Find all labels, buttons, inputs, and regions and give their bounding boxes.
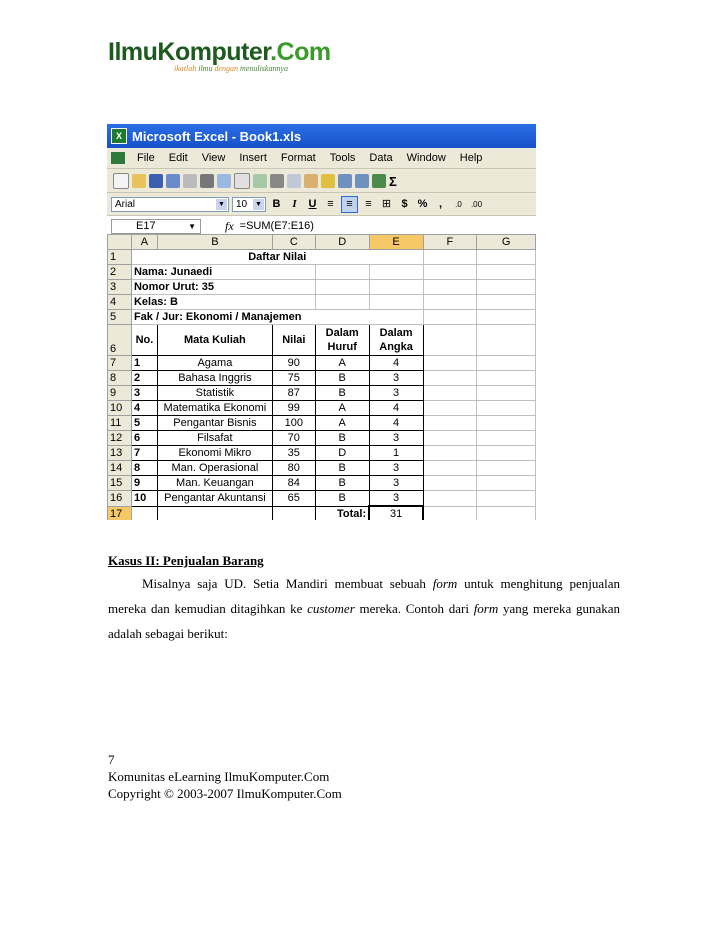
cell-angka[interactable]: 3 [369,491,423,507]
cell[interactable] [477,446,536,461]
table-row [108,431,536,446]
currency-icon[interactable]: $ [401,197,408,210]
cell-no[interactable]: 7 [131,446,157,461]
cell-no[interactable]: 4 [131,401,157,416]
header-dalam-angka[interactable]: Dalam Angka [369,325,423,356]
sheet-title-cell[interactable]: Daftar Nilai [131,250,423,265]
print-icon[interactable] [200,174,214,188]
logo-tagline: ikatlah ilmu dengan menuliskannya [174,64,289,73]
cell[interactable] [423,461,477,476]
percent-icon[interactable]: % [417,197,428,210]
row-header[interactable]: 11 [108,416,132,431]
row-header[interactable]: 16 [108,491,132,507]
header-dalam-huruf[interactable]: Dalam Huruf [315,325,369,356]
column-header-d[interactable]: D [315,235,369,250]
font-size-select[interactable]: 10 ▼ [232,197,266,212]
column-header-e[interactable]: E [369,235,423,250]
total-label-cell[interactable]: Total: [315,506,369,520]
cell[interactable] [157,506,272,520]
spelling-icon[interactable] [234,173,250,189]
table-row [108,310,536,325]
cell-nilai[interactable]: 70 [272,431,315,446]
cell-huruf[interactable]: B [315,476,369,491]
row-header[interactable]: 14 [108,461,132,476]
cell-mata-kuliah[interactable]: Statistik [157,386,272,401]
cell[interactable] [315,265,369,280]
workbook-icon[interactable] [111,152,125,164]
column-header-c[interactable]: C [272,235,315,250]
menu-edit[interactable]: Edit [168,152,188,164]
table-row [108,356,536,371]
cell-nilai[interactable]: 80 [272,461,315,476]
page-number: 7 [108,752,115,767]
table-header-row [108,325,536,356]
row-header[interactable]: 5 [108,310,132,325]
bold-icon[interactable]: B [272,197,281,210]
cell-angka[interactable]: 3 [369,461,423,476]
cell[interactable] [477,265,536,280]
cell[interactable] [477,386,536,401]
table-row [108,386,536,401]
cell[interactable] [423,295,477,310]
table-row [108,446,536,461]
total-row [108,506,536,520]
row-header[interactable]: 17 [108,506,132,520]
excel-screenshot [107,124,536,520]
cell[interactable] [477,250,536,265]
excel-titlebar [107,124,536,148]
row-header[interactable]: 8 [108,371,132,386]
cell-angka[interactable]: 3 [369,431,423,446]
footer-community: Komunitas eLearning IlmuKomputer.Com [108,769,330,784]
table-row [108,371,536,386]
new-icon[interactable] [113,173,129,189]
cell-mata-kuliah[interactable]: Pengantar Bisnis [157,416,272,431]
email-icon[interactable] [183,174,197,188]
cell-angka[interactable]: 1 [369,446,423,461]
cell-huruf[interactable]: A [315,401,369,416]
nomor-urut-cell[interactable]: Nomor Urut: 35 [131,280,315,295]
cell-mata-kuliah[interactable]: Matematika Ekonomi [157,401,272,416]
cell[interactable] [477,295,536,310]
cell-huruf[interactable]: B [315,386,369,401]
chevron-down-icon: ▼ [216,199,227,210]
window-title: Microsoft Excel - Book1.xls [132,128,302,144]
excel-app-icon: X [111,128,127,144]
cell[interactable] [477,280,536,295]
nama-cell[interactable]: Nama: Junaedi [131,265,315,280]
cell-angka[interactable]: 3 [369,386,423,401]
cell[interactable] [477,506,536,520]
row-header[interactable]: 6 [108,325,132,356]
cell[interactable] [423,250,477,265]
cell-huruf[interactable]: B [315,431,369,446]
cell-angka[interactable]: 3 [369,371,423,386]
cell-angka[interactable]: 4 [369,401,423,416]
cell[interactable] [272,506,315,520]
menu-help[interactable]: Help [459,152,483,164]
redo-icon[interactable] [355,174,369,188]
print-preview-icon[interactable] [217,174,231,188]
cell-angka[interactable]: 4 [369,416,423,431]
table-row [108,416,536,431]
table-row [108,401,536,416]
font-name-select[interactable]: Arial ▼ [111,197,229,212]
menu-view[interactable]: View [201,152,226,164]
row-header[interactable]: 4 [108,295,132,310]
save-icon[interactable] [149,174,163,188]
cell[interactable] [423,401,477,416]
table-row [108,461,536,476]
cell-huruf[interactable]: B [315,461,369,476]
section-heading: Kasus II: Penjualan Barang [108,553,264,568]
cell-no[interactable]: 1 [131,356,157,371]
cell[interactable] [477,491,536,507]
site-logo [108,38,368,82]
merge-center-icon[interactable]: ⊞ [381,197,392,210]
cell-nilai[interactable]: 75 [272,371,315,386]
header-mata-kuliah[interactable]: Mata Kuliah [157,325,272,356]
worksheet-grid [107,234,536,520]
cell-nilai[interactable]: 35 [272,446,315,461]
chevron-down-icon: ▼ [253,199,264,210]
kelas-cell[interactable]: Kelas: B [131,295,315,310]
cell[interactable] [477,416,536,431]
menu-data[interactable]: Data [369,152,393,164]
cell[interactable] [315,295,369,310]
menu-format[interactable]: Format [280,152,316,164]
body-paragraph: Misalnya saja UD. Setia Mandiri membuat sebuah form untuk menghitung penjualan mereka dan kemudian ditagihkan ke customer mereka. Contoh dari form yang mereka gunakan adalah sebagai berikut: [108,576,621,641]
cell[interactable] [477,371,536,386]
row-header[interactable]: 10 [108,401,132,416]
standard-toolbar [107,169,536,193]
cell[interactable] [423,325,477,356]
cell[interactable] [423,446,477,461]
cell-no[interactable]: 6 [131,431,157,446]
cell-huruf[interactable]: B [315,371,369,386]
cell[interactable] [423,265,477,280]
italic-icon[interactable]: I [292,197,297,210]
menu-tools[interactable]: Tools [329,152,356,164]
align-right-icon[interactable]: ≡ [365,197,372,210]
cell[interactable] [423,371,477,386]
cell-no[interactable]: 10 [131,491,157,507]
table-row [108,295,536,310]
cell-huruf[interactable]: D [315,446,369,461]
cell-nilai[interactable]: 87 [272,386,315,401]
decrease-decimal-icon[interactable]: .00 [470,199,483,209]
cell-mata-kuliah[interactable]: Pengantar Akuntansi [157,491,272,507]
total-value-cell[interactable]: 31 [369,506,423,520]
cell-huruf[interactable]: A [315,416,369,431]
cell-mata-kuliah[interactable]: Man. Operasional [157,461,272,476]
cell-huruf[interactable]: A [315,356,369,371]
cell[interactable] [423,356,477,371]
cell-angka[interactable]: 4 [369,356,423,371]
table-row [108,280,536,295]
cell[interactable] [423,491,477,507]
menu-file[interactable]: File [137,152,155,164]
row-header[interactable]: 2 [108,265,132,280]
paste-icon[interactable] [304,174,318,188]
fx-icon[interactable]: fx [225,218,234,233]
cell-no[interactable]: 8 [131,461,157,476]
cell[interactable] [423,431,477,446]
increase-decimal-icon[interactable]: .0 [455,199,462,209]
cell-mata-kuliah[interactable]: Agama [157,356,272,371]
footer-copyright: Copyright © 2003-2007 IlmuKomputer.Com [108,786,342,801]
research-icon[interactable] [253,174,267,188]
cell[interactable] [315,280,369,295]
cell-angka[interactable]: 3 [369,476,423,491]
row-header[interactable]: 1 [108,250,132,265]
cell-nilai[interactable]: 99 [272,401,315,416]
table-row [108,265,536,280]
row-header[interactable]: 12 [108,431,132,446]
menu-bar [107,148,536,169]
cell-no[interactable]: 2 [131,371,157,386]
cell-nilai[interactable]: 100 [272,416,315,431]
logo-text: IlmuKomputer.Com [108,38,331,66]
cell-mata-kuliah[interactable]: Man. Keuangan [157,476,272,491]
name-box[interactable]: E17 ▼ [111,219,201,234]
column-header-row [108,235,536,250]
cell[interactable] [423,416,477,431]
row-header[interactable]: 15 [108,476,132,491]
fakultas-cell[interactable]: Fak / Jur: Ekonomi / Manajemen [131,310,423,325]
menu-insert[interactable]: Insert [239,152,267,164]
row-header[interactable]: 3 [108,280,132,295]
cell-mata-kuliah[interactable]: Filsafat [157,431,272,446]
undo-icon[interactable] [338,174,352,188]
comma-style-icon[interactable]: , [438,197,443,210]
select-all-corner[interactable] [108,235,132,250]
cell[interactable] [477,401,536,416]
row-header[interactable]: 7 [108,356,132,371]
cell-no[interactable]: 5 [131,416,157,431]
formatting-toolbar [107,193,536,216]
hyperlink-icon[interactable] [372,174,386,188]
table-row [108,491,536,507]
cell-no[interactable]: 3 [131,386,157,401]
header-nilai[interactable]: Nilai [272,325,315,356]
underline-icon[interactable]: U [308,197,317,210]
autosum-icon[interactable]: Σ [389,173,397,189]
cell[interactable] [369,295,423,310]
cell[interactable] [477,325,536,356]
copy-icon[interactable] [287,174,301,188]
cell[interactable] [423,280,477,295]
open-icon[interactable] [132,174,146,188]
header-no[interactable]: No. [131,325,157,356]
cell[interactable] [369,265,423,280]
cell[interactable] [423,506,477,520]
cut-icon[interactable] [270,174,284,188]
menu-window[interactable]: Window [406,152,446,164]
cell[interactable] [423,386,477,401]
cell[interactable] [131,506,157,520]
align-center-icon[interactable]: ≡ [341,196,358,213]
worksheet-table [107,234,536,520]
cell-mata-kuliah[interactable]: Ekonomi Mikro [157,446,272,461]
cell-no[interactable]: 9 [131,476,157,491]
cell-mata-kuliah[interactable]: Bahasa Inggris [157,371,272,386]
row-header[interactable]: 13 [108,446,132,461]
column-header-b[interactable]: B [157,235,272,250]
cell[interactable] [423,476,477,491]
table-row [108,250,536,265]
permission-icon[interactable] [166,174,180,188]
cell[interactable] [477,476,536,491]
cell[interactable] [477,461,536,476]
cell[interactable] [477,356,536,371]
cell-nilai[interactable]: 65 [272,491,315,507]
column-header-g[interactable]: G [477,235,536,250]
align-left-icon[interactable]: ≡ [327,197,334,210]
format-painter-icon[interactable] [321,174,335,188]
cell[interactable] [477,310,536,325]
cell[interactable] [369,280,423,295]
row-header[interactable]: 9 [108,386,132,401]
table-row [108,476,536,491]
column-header-f[interactable]: F [423,235,477,250]
column-header-a[interactable]: A [131,235,157,250]
cell-nilai[interactable]: 90 [272,356,315,371]
cell[interactable] [477,431,536,446]
formula-input[interactable]: =SUM(E7:E16) [239,220,314,232]
cell-nilai[interactable]: 84 [272,476,315,491]
cell-huruf[interactable]: B [315,491,369,507]
chevron-down-icon: ▼ [188,221,196,231]
cell[interactable] [423,310,477,325]
